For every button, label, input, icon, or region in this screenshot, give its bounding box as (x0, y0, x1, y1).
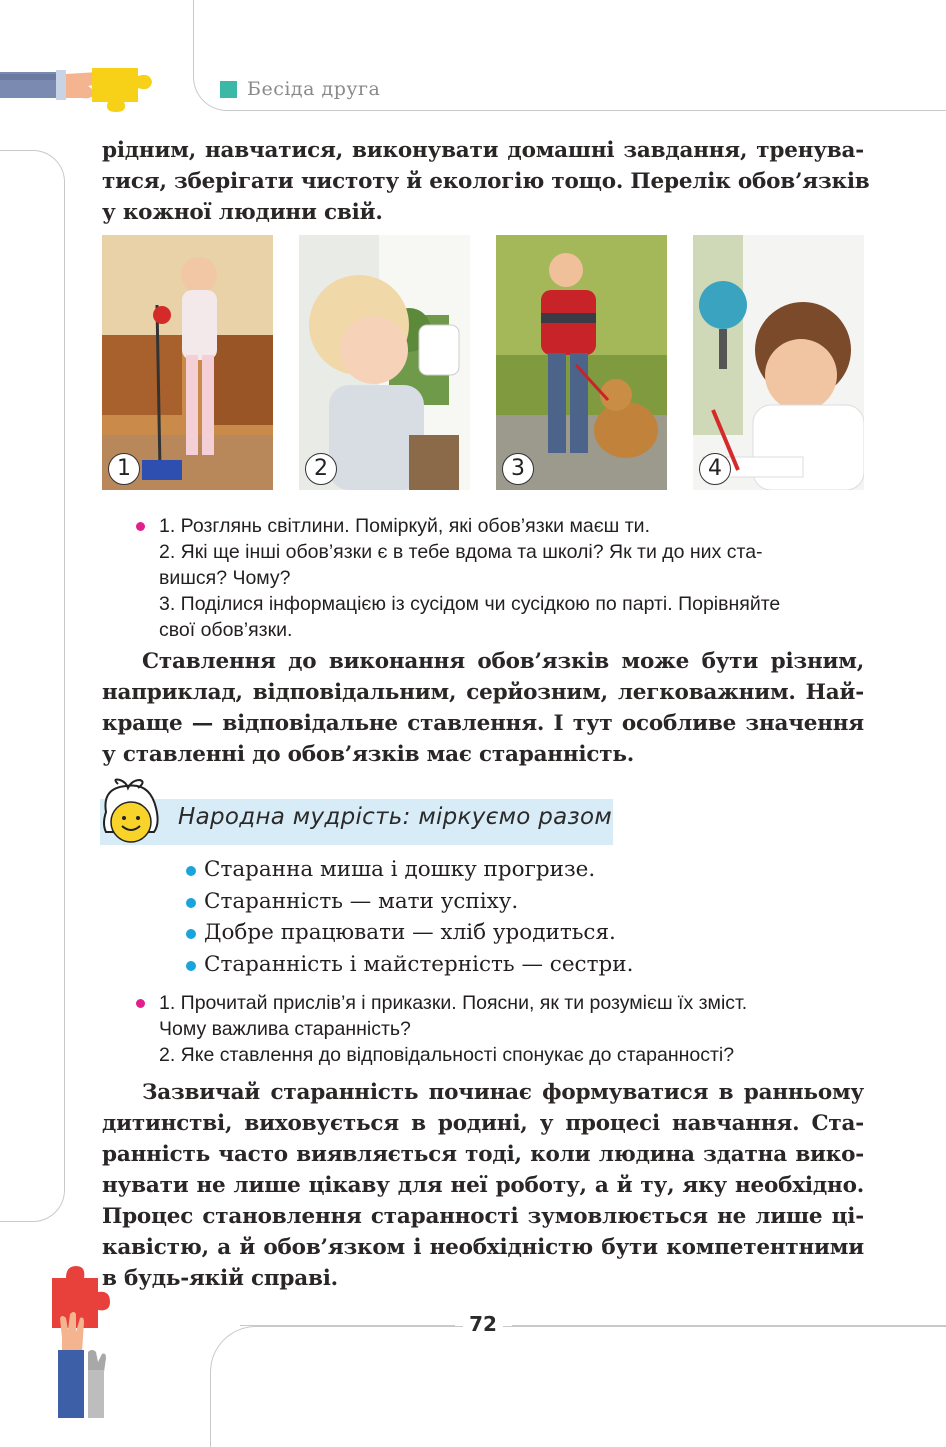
closing-paragraph (102, 1077, 864, 1294)
photo-number-badge: 1 (108, 453, 140, 485)
proverb-item (186, 886, 633, 918)
text-line: Зазвичай старанність починає формуватися в ранньому (142, 1080, 864, 1105)
proverb-text: Добре працювати — хліб уродиться. (204, 920, 616, 945)
text-line: краще — відповідальне ставлення. І тут особливе значення (102, 711, 864, 736)
task-line: 2. Які ще інші обов’язки є в тебе вдома та школі? Як ти до них ста- (159, 541, 763, 563)
task-line: Чому важлива старанність? (159, 1018, 411, 1040)
left-frame-line (0, 150, 65, 1222)
girl-face-icon (98, 778, 164, 850)
text-line: в будь-якій справі. (102, 1266, 338, 1291)
text-line: Процес становлення старанності зумовлюється не лише ці- (102, 1204, 864, 1229)
photo-number-badge: 2 (305, 453, 337, 485)
text-line: наприклад, відповідальним, серйозним, легковажним. Най- (102, 680, 864, 705)
text-line: дитинстві, виховується в родині, у процесі навчання. Ста- (102, 1111, 864, 1136)
section-header (220, 78, 380, 100)
blue-bullet-icon (186, 961, 196, 971)
hands-puzzle-icon (48, 1266, 118, 1418)
text-line: у ставленні до обов’язків має старанність. (102, 742, 635, 767)
page-number-rule-left (240, 1325, 455, 1326)
proverb-text: Старанна миша і дошку прогризе. (204, 857, 596, 882)
task-block-1 (135, 513, 865, 643)
blue-bullet-icon (186, 866, 196, 876)
task-line: вишся? Чому? (159, 567, 291, 589)
photo-boy-writing (693, 235, 864, 490)
text-line: нувати не лише цікаву для неї роботу, а й ту, яку необхідно. (102, 1173, 864, 1198)
photo-girl-watering (299, 235, 470, 490)
proverb-item (186, 949, 633, 981)
proverb-text: Старанність і майстерність — сестри. (204, 951, 634, 977)
blue-bullet-icon (186, 929, 196, 939)
wisdom-title: Народна мудрість: міркуємо разом (178, 804, 613, 830)
photo-boy-with-dog (496, 235, 667, 490)
photo-number-badge: 3 (502, 453, 534, 485)
proverb-list (186, 854, 633, 980)
text-line: у кожної людини свій. (102, 200, 383, 225)
task-block-2 (135, 990, 865, 1068)
task-line: 1. Розглянь світлини. Поміркуй, які обов’язки маєш ти. (159, 515, 650, 537)
proverb-item (186, 917, 633, 949)
task-line: 1. Прочитай прислів’я і приказки. Поясни, як ти розумієш їх зміст. (159, 992, 748, 1014)
section-label: Бесіда друга (247, 78, 381, 100)
task-line: 2. Яке ставлення до відповідальності спонукає до старанності? (159, 1044, 735, 1066)
text-line: ранність часто виявляється тоді, коли людина здатна вико- (102, 1142, 864, 1167)
text-line: кавістю, а й обов’язком і необхідністю бути компетентними (102, 1235, 864, 1260)
proverb-text: Старанність — мати успіху. (204, 888, 519, 914)
text-line: Ставлення до виконання обов’язків може бути різним, (142, 649, 864, 674)
task-line: 3. Поділися інформацією із сусідом чи сусідкою по парті. Порівняйте (159, 593, 781, 615)
page-number: 72 (463, 1312, 503, 1336)
text-line: тися, зберігати чистоту й екологію тощо. Перелік обов’язків (102, 169, 870, 194)
page-number-rule-right (512, 1325, 946, 1326)
attitude-paragraph (102, 646, 864, 770)
proverb-item (186, 854, 633, 886)
photo-number-badge: 4 (699, 453, 731, 485)
hand-puzzle-icon (0, 62, 160, 114)
bottom-frame-line (210, 1326, 946, 1447)
intro-paragraph (102, 135, 870, 228)
task-line: свої обов’язки. (159, 619, 293, 641)
pink-bullet-icon (136, 999, 145, 1008)
text-line: рідним, навчатися, виконувати домашні завдання, тренува- (102, 138, 864, 163)
teal-square-icon (220, 81, 237, 98)
pink-bullet-icon (136, 522, 145, 531)
blue-bullet-icon (186, 898, 196, 908)
photo-girl-sweeping (102, 235, 273, 490)
